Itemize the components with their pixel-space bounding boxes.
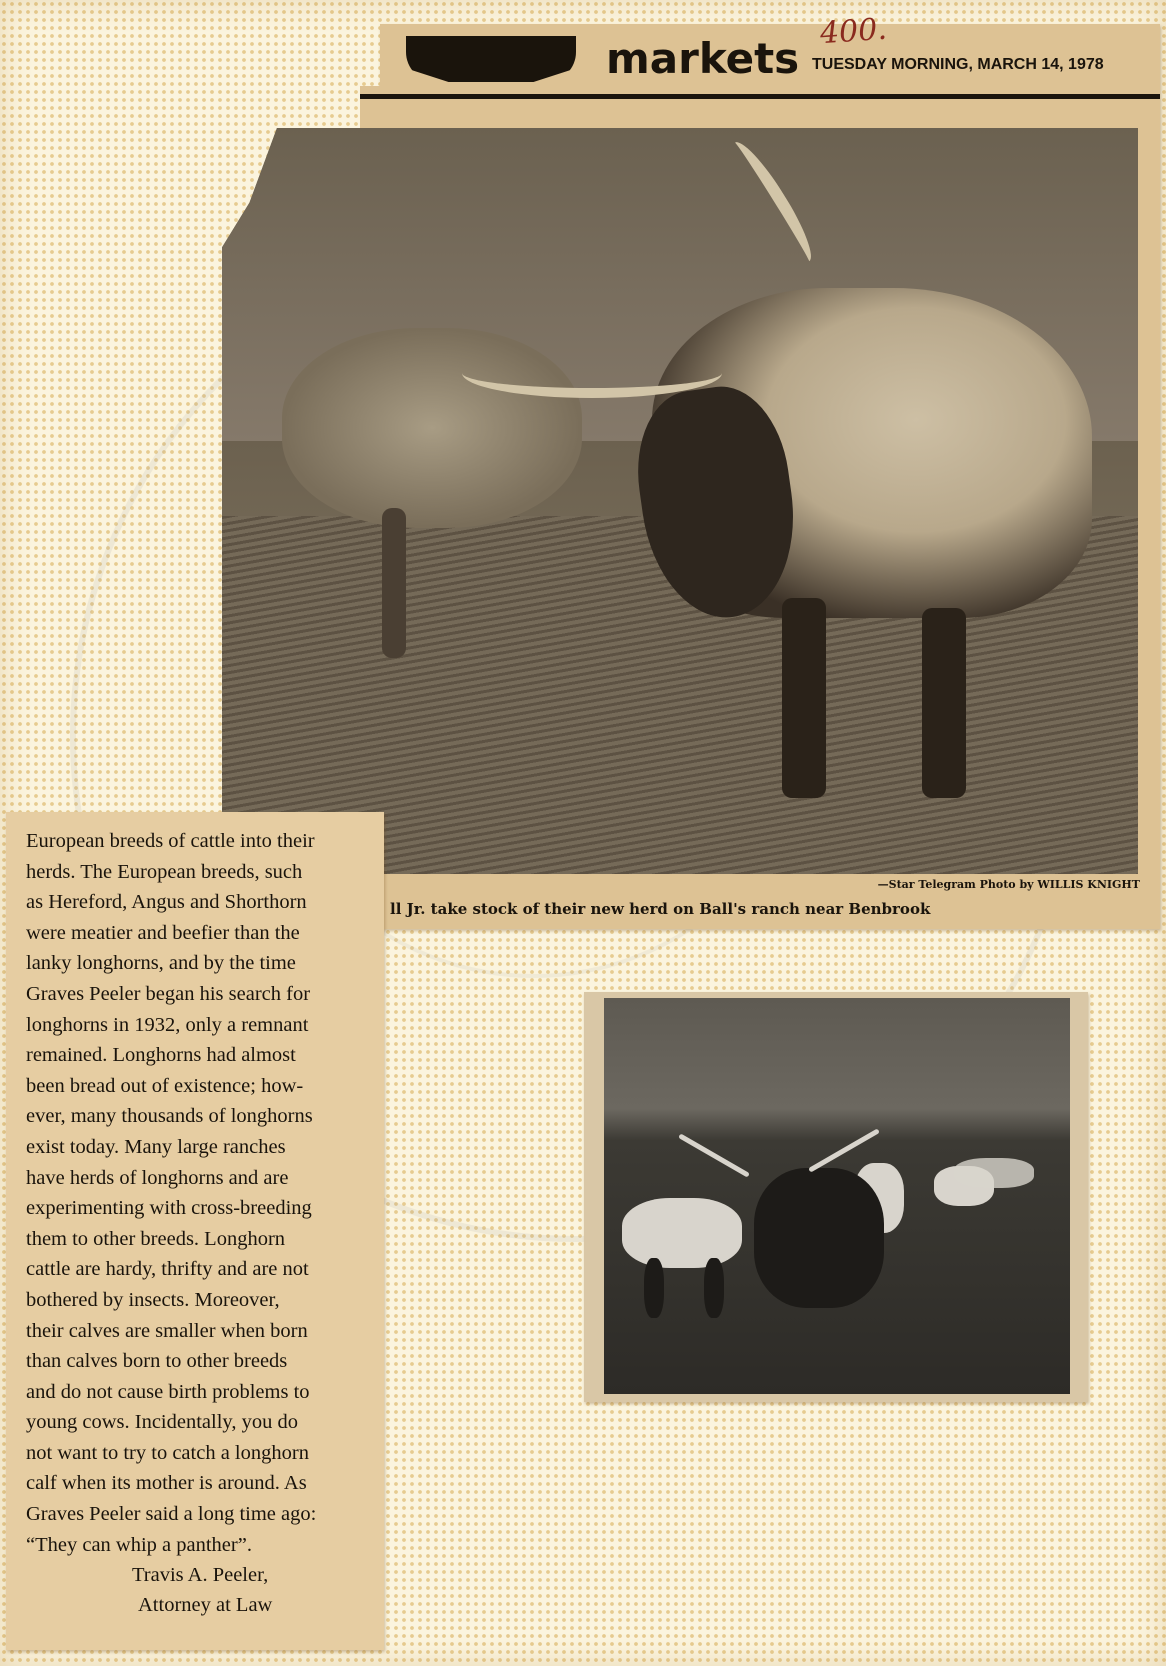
newspaper-masthead xyxy=(388,30,1158,90)
article-line: were meatier and beefier than the xyxy=(26,921,300,944)
article-line: bothered by insects. Moreover, xyxy=(26,1288,280,1311)
article-line: longhorns in 1932, only a remnant xyxy=(26,1013,309,1036)
signature-name: Travis A. Peeler, xyxy=(132,1564,269,1586)
article-line: not want to try to catch a longhorn xyxy=(26,1441,309,1464)
article-line: experimenting with cross-breeding xyxy=(26,1197,312,1220)
article-line: been bread out of existence; how- xyxy=(26,1074,304,1097)
photo-credit: —Star Telegram Photo by WILLIS KNIGHT xyxy=(877,878,1140,891)
white-cow xyxy=(622,1198,742,1268)
article-line: as Hereford, Angus and Shorthorn xyxy=(26,891,307,914)
photo-caption: ll Jr. take stock of their new herd on Ball's ranch near Benbrook xyxy=(390,900,931,918)
longhorn-horn-side xyxy=(462,348,722,398)
masthead-rule xyxy=(360,94,1160,99)
cow-leg xyxy=(704,1258,724,1318)
distant-cow xyxy=(954,1158,1034,1188)
article-body xyxy=(26,826,380,1560)
herd-photo xyxy=(604,998,1070,1394)
masthead-partial-letters xyxy=(406,36,576,82)
article-line: young cows. Incidentally, you do xyxy=(26,1411,298,1434)
dark-longhorn xyxy=(754,1168,884,1308)
horn xyxy=(678,1133,750,1177)
article-line: Graves Peeler began his search for xyxy=(26,982,311,1005)
dateline: TUESDAY MORNING, MARCH 14, 1978 xyxy=(812,56,1104,73)
article-line: remained. Longhorns had almost xyxy=(26,1044,296,1067)
article-line: European breeds of cattle into their xyxy=(26,830,315,852)
article-line: than calves born to other breeds xyxy=(26,1350,288,1373)
article-line: lanky longhorns, and by the time xyxy=(26,952,296,975)
article-line: calf when its mother is around. As xyxy=(26,1472,307,1495)
signature-title: Attorney at Law xyxy=(138,1594,273,1616)
cow-leg xyxy=(382,508,406,658)
article-line: “They can whip a panther”. xyxy=(26,1533,252,1556)
article-line: have herds of longhorns and are xyxy=(26,1166,289,1189)
article-line: herds. The European breeds, such xyxy=(26,860,303,883)
article-line: ever, many thousands of longhorns xyxy=(26,1105,313,1128)
cow-leg xyxy=(922,608,966,798)
handwritten-annotation: 400. xyxy=(818,11,888,52)
cow-leg xyxy=(644,1258,664,1318)
section-name: markets xyxy=(606,34,800,83)
article-line: cattle are hardy, thrifty and are not xyxy=(26,1258,309,1281)
article-line: Graves Peeler said a long time ago: xyxy=(26,1503,317,1526)
article-line: them to other breeds. Longhorn xyxy=(26,1227,286,1250)
article-line: their calves are smaller when born xyxy=(26,1319,308,1342)
article-line: and do not cause birth problems to xyxy=(26,1380,310,1403)
article-line: exist today. Many large ranches xyxy=(26,1135,286,1158)
article-signature xyxy=(26,1560,380,1620)
cow-leg xyxy=(782,598,826,798)
longhorn-cattle-photo xyxy=(222,128,1138,874)
